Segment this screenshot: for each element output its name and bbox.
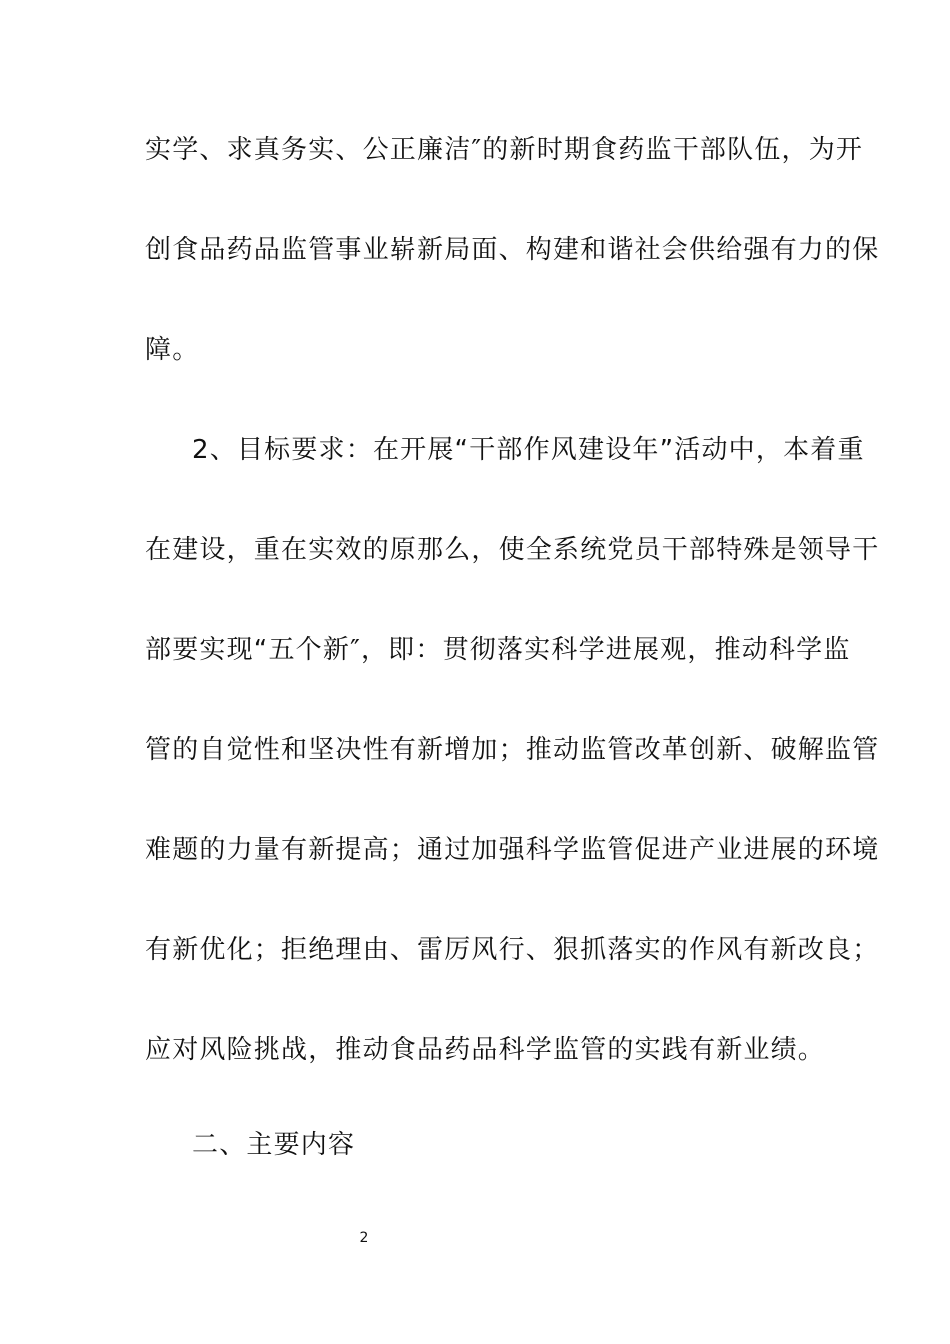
paragraph-line: 难题的力量有新提高；通过加强科学监管促进产业进展的环境 bbox=[145, 835, 880, 865]
paragraph-line: 障。 bbox=[145, 335, 200, 365]
page-number: 2 bbox=[359, 1230, 369, 1246]
paragraph-line: 实学、求真务实、公正廉洁″的新时期食药监干部队伍，为开 bbox=[145, 135, 864, 165]
paragraph-line: 部要实现“五个新″，即：贯彻落实科学进展观，推动科学监 bbox=[145, 635, 851, 665]
paragraph-line: 在建设，重在实效的原那么，使全系统党员干部特殊是领导干 bbox=[145, 535, 880, 565]
paragraph-line: 管的自觉性和坚决性有新增加；推动监管改革创新、破解监管 bbox=[145, 735, 880, 765]
section-heading: 二、主要内容 bbox=[192, 1130, 356, 1160]
paragraph-line: 有新优化；拒绝理由、雷厉风行、狠抓落实的作风有新改良； bbox=[145, 935, 880, 965]
paragraph-line: 创食品药品监管事业崭新局面、构建和谐社会供给强有力的保 bbox=[145, 235, 880, 265]
paragraph-line: 应对风险挑战，推动食品药品科学监管的实践有新业绩。 bbox=[145, 1035, 826, 1065]
paragraph-line: 2、目标要求：在开展“干部作风建设年”活动中，本着重 bbox=[192, 435, 865, 465]
